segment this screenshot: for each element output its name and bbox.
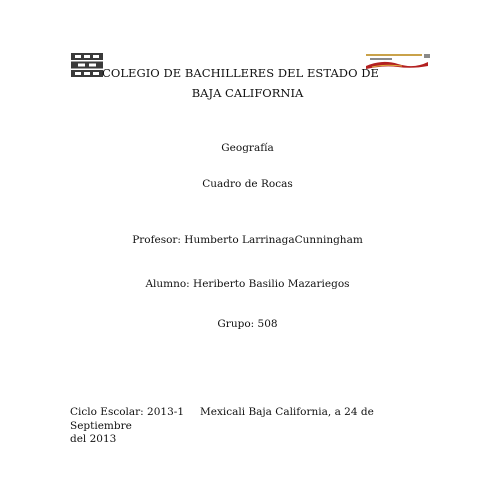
place-date-continued: del 2013 bbox=[70, 433, 117, 445]
institution-name-line1: COLEGIO DE BACHILLERES DEL ESTADO DE bbox=[102, 66, 379, 80]
place-date: Mexicali Baja California, a 24 de Septiembre bbox=[70, 406, 374, 432]
student-name: Alumno: Heriberto Basilio Mazariegos bbox=[145, 278, 350, 290]
school-cycle: Ciclo Escolar: 2013-1 bbox=[70, 406, 185, 418]
teacher-name: Profesor: Humberto LarrinagaCunningham bbox=[132, 234, 363, 246]
footer bbox=[70, 406, 430, 447]
institution-name-line2: BAJA CALIFORNIA bbox=[191, 86, 304, 100]
cobach-logo bbox=[70, 52, 104, 78]
group-number: Grupo: 508 bbox=[217, 318, 278, 330]
subject-label: Geografía bbox=[221, 142, 274, 154]
document-title: Cuadro de Rocas bbox=[202, 178, 293, 190]
